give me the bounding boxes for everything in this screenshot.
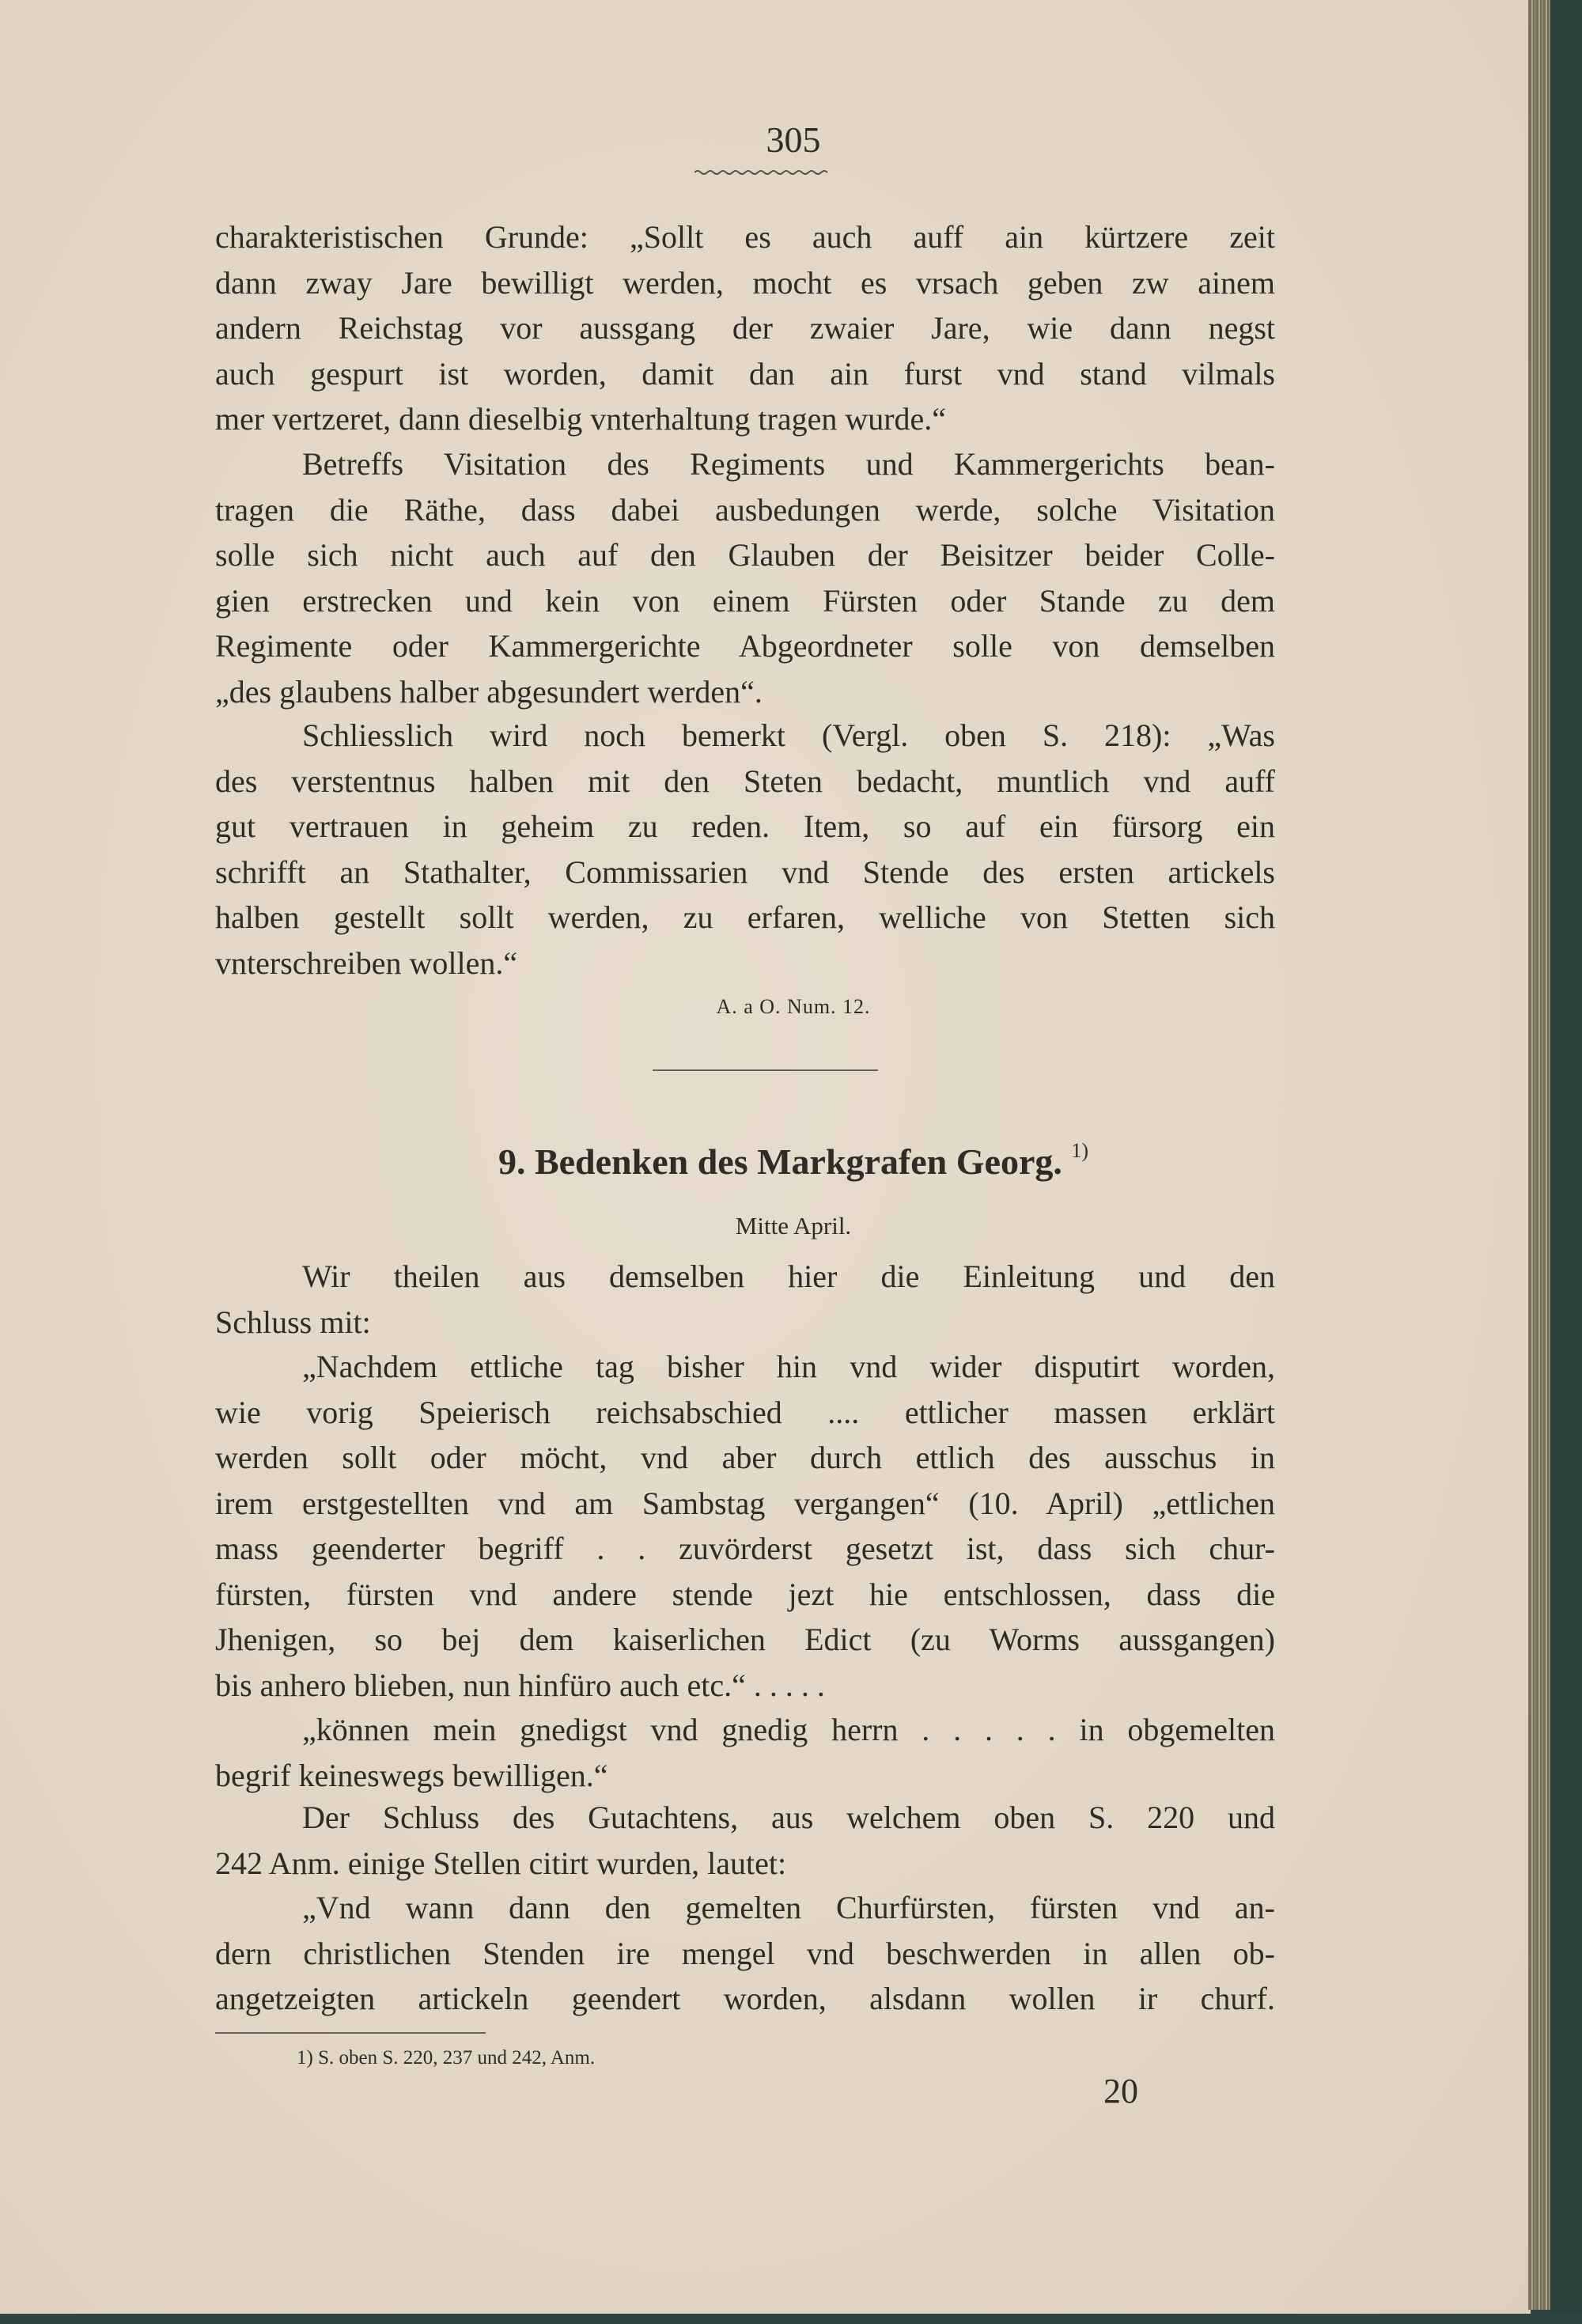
footnote-ref: 1) bbox=[1071, 1139, 1089, 1162]
text-line: begrif keineswegs bewilligen.“ bbox=[215, 1757, 608, 1793]
text-line: fürsten, fürsten vnd andere stende jezt hie entschlossen, dass die bbox=[215, 1576, 1275, 1612]
text-line: „Nachdem ettliche tag bisher hin vnd wider disputirt worden, bbox=[302, 1349, 1275, 1384]
text-line: wie vorig Speierisch reichsabschied .... ettlicher massen erklärt bbox=[215, 1394, 1275, 1430]
paragraph bbox=[215, 713, 1275, 986]
text-line: charakteristischen Grunde: „Sollt es auch auff ain kürtzere zeit bbox=[215, 219, 1275, 255]
text-line: vnterschreiben wollen.“ bbox=[215, 944, 518, 981]
footnote: 1) S. oben S. 220, 237 und 242, Anm. bbox=[297, 2047, 596, 2069]
section-heading-text: 9. Bedenken des Markgrafen Georg. bbox=[498, 1141, 1062, 1182]
text-line: Schliesslich wird noch bemerkt (Vergl. oben S. 218): „Was bbox=[302, 717, 1275, 753]
text-line: „Vnd wann dann den gemelten Churfürsten, fürsten vnd an- bbox=[302, 1890, 1275, 1925]
text-line: „können mein gnedigst vnd gnedig herrn . . . . . in obgemelten bbox=[302, 1712, 1275, 1747]
text-line: dern christlichen Stenden ire mengel vnd beschwerden in allen ob- bbox=[215, 1935, 1275, 1971]
section-divider bbox=[653, 1069, 878, 1071]
page-number-underline bbox=[694, 168, 829, 177]
text-line: „des glaubens halber abgesundert werden“. bbox=[215, 673, 763, 710]
text-line: auch gespurt ist worden, damit dan ain furst vnd stand vilmals bbox=[215, 355, 1275, 392]
signature-mark: 20 bbox=[1103, 2072, 1138, 2110]
page-number: 305 bbox=[766, 119, 821, 160]
text-line: des verstentnus halben mit den Steten bedacht, muntlich vnd auff bbox=[215, 763, 1275, 799]
paragraph bbox=[215, 441, 1275, 714]
section-date: Mitte April. bbox=[735, 1212, 852, 1240]
text-line: gut vertrauen in geheim zu reden. Item, so auf ein fürsorg ein bbox=[215, 808, 1275, 844]
text-line: andern Reichstag vor aussgang der zwaier Jare, wie dann negst bbox=[215, 310, 1275, 346]
text-line: bis anhero blieben, nun hinfüro auch etc.“ . . . . . bbox=[215, 1667, 825, 1703]
paragraph bbox=[215, 1795, 1275, 1886]
text-line: mass geenderter begriff . . zuvörderst gesetzt ist, dass sich chur- bbox=[215, 1531, 1275, 1566]
text-line: angetzeigten artickeln geendert worden, alsdann wollen ir churf. bbox=[215, 1981, 1275, 2016]
text-line: Regimente oder Kammergerichte Abgeordneter solle von demselben bbox=[215, 628, 1275, 664]
paragraph bbox=[215, 1254, 1275, 1345]
text-line: Betreffs Visitation des Regiments und Kammergerichts bean- bbox=[302, 446, 1275, 482]
text-line: schrifft an Stathalter, Commissarien vnd Stende des ersten artickels bbox=[215, 854, 1275, 890]
text-line: werden sollt oder möcht, vnd aber durch ettlich des ausschus in bbox=[215, 1440, 1275, 1475]
section-heading bbox=[215, 1141, 1372, 1183]
text-line: halben gestellt sollt werden, zu erfaren, welliche von Stetten sich bbox=[215, 899, 1275, 935]
paragraph bbox=[215, 1885, 1275, 2022]
book-cover bbox=[1550, 0, 1582, 2324]
paragraph bbox=[215, 1707, 1275, 1798]
text-line: dann zway Jare bewilligt werden, mocht es vrsach geben zw ainem bbox=[215, 264, 1275, 301]
text-line: 242 Anm. einige Stellen citirt wurden, lautet: bbox=[215, 1845, 787, 1881]
footnote-divider bbox=[215, 2032, 486, 2034]
text-line: Wir theilen aus demselben hier die Einleitung und den bbox=[302, 1259, 1275, 1294]
paragraph bbox=[215, 214, 1275, 442]
text-line: Schluss mit: bbox=[215, 1304, 371, 1340]
text-line: solle sich nicht auch auf den Glauben der Beisitzer beider Colle- bbox=[215, 537, 1275, 573]
text-line: Jhenigen, so bej dem kaiserlichen Edict (zu Worms aussgangen) bbox=[215, 1622, 1275, 1657]
source-note: A. a O. Num. 12. bbox=[716, 995, 871, 1018]
page-edges bbox=[1528, 0, 1550, 2310]
paragraph bbox=[215, 1344, 1275, 1708]
text-line: gien erstrecken und kein von einem Fürsten oder Stande zu dem bbox=[215, 582, 1275, 619]
text-line: tragen die Räthe, dass dabei ausbedungen werde, solche Visitation bbox=[215, 491, 1275, 528]
text-line: mer vertzeret, dann dieselbig vnterhaltung tragen wurde.“ bbox=[215, 401, 947, 437]
book-cover-bottom bbox=[0, 2314, 1582, 2324]
text-line: Der Schluss des Gutachtens, aus welchem oben S. 220 und bbox=[302, 1800, 1275, 1835]
text-line: irem erstgestellten vnd am Sambstag vergangen“ (10. April) „ettlichen bbox=[215, 1485, 1275, 1521]
